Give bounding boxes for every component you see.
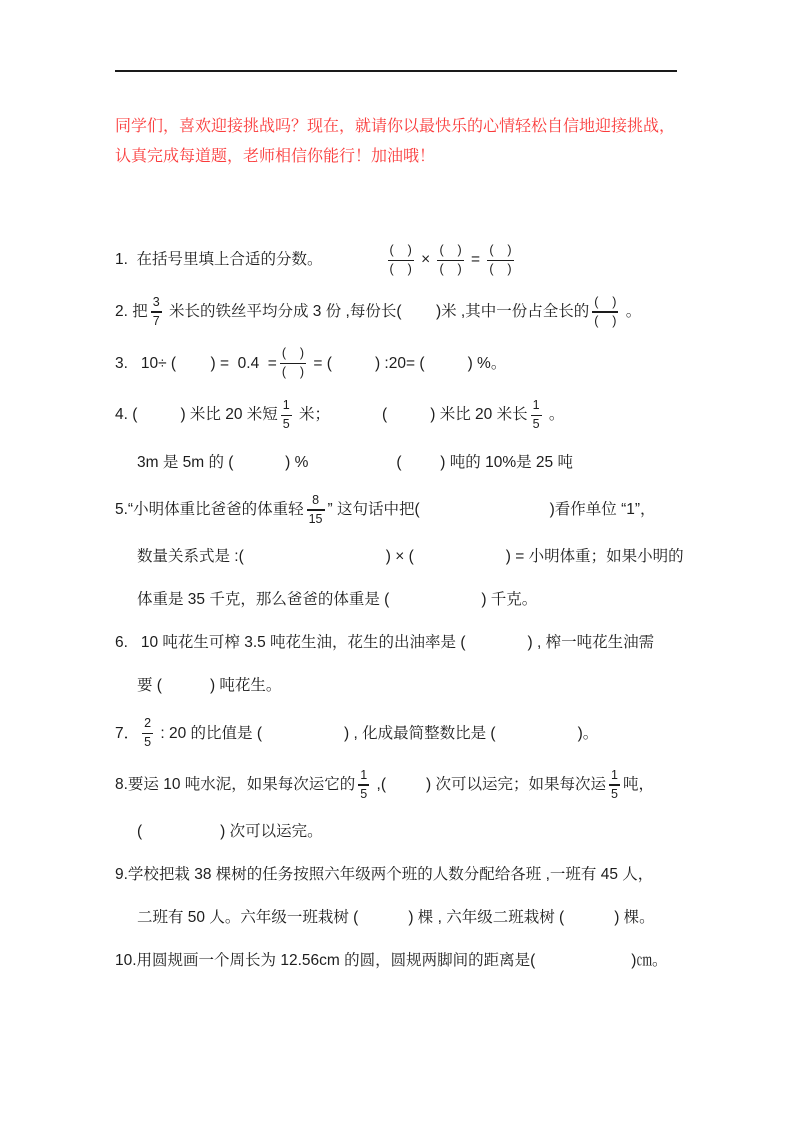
spacer bbox=[162, 686, 210, 687]
spacer bbox=[244, 557, 386, 558]
text-segment: 3m 是 5m 的 ( ) % bbox=[137, 453, 309, 471]
text-segment: 1. 在括号里填上合适的分数。 bbox=[115, 251, 323, 269]
text-segment: ( ) 米比 20 米长 bbox=[382, 406, 528, 424]
fraction-numerator: 3 bbox=[152, 294, 160, 309]
text-segment: 4. ( ) 米比 20 米短 bbox=[115, 406, 278, 424]
text-segment: = ( ) :20= ( ) %。 bbox=[309, 354, 507, 372]
text-segment: ) × ( bbox=[385, 548, 414, 566]
question-2 bbox=[115, 295, 695, 330]
spacer bbox=[262, 733, 344, 734]
fraction bbox=[388, 243, 414, 278]
text-segment: ” 这句话中把( bbox=[327, 500, 420, 518]
question-9-line1 bbox=[115, 862, 695, 888]
questions-container bbox=[115, 243, 695, 991]
fraction bbox=[280, 346, 306, 381]
text-segment: 6. 10 吨花生可榨 3.5 吨花生油，花生的出油率是 ( bbox=[115, 634, 466, 652]
spacer bbox=[564, 918, 614, 919]
text-segment: ) 棵 , 六年级二班栽树 ( bbox=[408, 909, 565, 927]
fraction bbox=[151, 295, 162, 330]
fraction-numerator: 1 bbox=[532, 397, 540, 412]
text-segment: 吨， bbox=[622, 776, 654, 794]
fraction-bar bbox=[151, 311, 162, 312]
text-segment: 10.用圆规画一个周长为 12.56cm 的圆，圆规两脚间的距离是( bbox=[115, 952, 536, 970]
fraction-bar bbox=[142, 733, 153, 734]
fraction-denominator: 5 bbox=[611, 786, 618, 801]
fraction bbox=[358, 768, 369, 803]
fraction-denominator: 5 bbox=[532, 416, 540, 431]
fraction bbox=[592, 295, 618, 330]
question-8-line2 bbox=[115, 819, 695, 845]
spacer bbox=[420, 509, 550, 510]
spacer bbox=[323, 260, 385, 261]
spacer bbox=[496, 733, 578, 734]
question-4 bbox=[115, 398, 695, 433]
spacer bbox=[414, 557, 506, 558]
text-segment: ) 次可以运完；如果每次运 bbox=[426, 776, 607, 794]
fraction bbox=[142, 716, 153, 751]
fraction-bar bbox=[437, 260, 463, 261]
fraction-denominator: 7 bbox=[152, 313, 160, 328]
text-segment: 数量关系式是 :( bbox=[137, 548, 244, 566]
fraction-denominator: 15 bbox=[308, 511, 323, 526]
fraction-denominator: ( ) bbox=[281, 365, 305, 380]
question-8-line1 bbox=[115, 768, 695, 803]
text-segment: )。 bbox=[577, 724, 599, 742]
text-segment: ) 次可以运完。 bbox=[220, 823, 323, 841]
fraction-numerator: ( ) bbox=[439, 243, 462, 257]
text-segment: 7． bbox=[115, 724, 140, 742]
fraction-numerator: 2 bbox=[144, 716, 152, 731]
fraction-numerator: 1 bbox=[611, 767, 618, 782]
fraction-denominator: ( ) bbox=[594, 313, 617, 328]
fraction-denominator: ( ) bbox=[489, 262, 512, 277]
question-5-line1 bbox=[115, 493, 695, 528]
spacer bbox=[330, 415, 382, 416]
text-segment: ) 千克。 bbox=[481, 591, 538, 609]
text-segment: 5.“小明体重比爸爸的体重轻 bbox=[115, 500, 304, 518]
text-segment: 2. 把 bbox=[115, 302, 148, 320]
question-10 bbox=[115, 948, 695, 974]
fraction-denominator: 5 bbox=[144, 735, 152, 750]
spacer bbox=[466, 643, 528, 644]
text-segment: 8.要运 10 吨水泥，如果每次运它的 bbox=[115, 776, 356, 794]
fraction-denominator: ( ) bbox=[389, 262, 412, 277]
fraction-numerator: 1 bbox=[360, 767, 368, 782]
text-segment: )看作单位 “1”， bbox=[549, 500, 656, 518]
fraction-denominator: 5 bbox=[282, 416, 290, 431]
text-segment: 。 bbox=[544, 406, 565, 424]
fraction-numerator: 1 bbox=[282, 397, 290, 412]
fraction-bar bbox=[531, 415, 542, 416]
question-6-line2 bbox=[115, 673, 695, 699]
fraction-numerator: 8 bbox=[312, 492, 320, 507]
fraction-denominator: ( ) bbox=[439, 262, 462, 277]
fraction-bar bbox=[280, 363, 306, 364]
fraction-numerator: ( ) bbox=[389, 243, 412, 257]
fraction-bar bbox=[609, 784, 620, 785]
fraction-bar bbox=[358, 784, 369, 785]
text-segment: )㎝。 bbox=[631, 952, 668, 970]
text-segment: ( bbox=[137, 823, 143, 841]
text-segment: 3. 10÷ ( ) = 0.4 = bbox=[115, 354, 277, 372]
fraction bbox=[281, 398, 292, 433]
text-segment: 9.学校把栽 38 棵树的任务按照六年级两个班的人数分配给各班 ,一班有 45 人， bbox=[115, 866, 654, 884]
fraction-bar bbox=[388, 260, 414, 261]
question-3 bbox=[115, 346, 695, 381]
fraction-bar bbox=[487, 260, 513, 261]
text-segment: 米； bbox=[294, 406, 331, 424]
question-1 bbox=[115, 243, 695, 278]
text-segment: 要 ( bbox=[137, 677, 162, 695]
spacer bbox=[358, 918, 408, 919]
fraction-numerator: ( ) bbox=[281, 346, 305, 361]
text-segment: ( ) 吨的 10%是 25 吨 bbox=[396, 453, 573, 471]
text-segment: ) = 小明体重；如果小明的 bbox=[505, 548, 684, 566]
text-segment: 。 bbox=[621, 302, 642, 320]
spacer bbox=[389, 600, 481, 601]
fraction bbox=[609, 768, 620, 803]
fraction-numerator: ( ) bbox=[594, 294, 617, 309]
question-5-line3 bbox=[115, 587, 695, 613]
question-9-line2 bbox=[115, 905, 695, 931]
fraction-numerator: ( ) bbox=[489, 243, 512, 257]
fraction-bar bbox=[281, 415, 292, 416]
fraction-denominator: 5 bbox=[360, 786, 368, 801]
fraction bbox=[531, 398, 542, 433]
spacer bbox=[142, 832, 220, 833]
fraction bbox=[307, 493, 325, 528]
spacer bbox=[535, 961, 631, 962]
spacer bbox=[386, 785, 426, 786]
text-segment: 米长的铁丝平均分成 3 份 ,每份长( )米 ,其中一份占全长的 bbox=[164, 302, 590, 320]
text-segment: = bbox=[466, 251, 485, 269]
question-4-percent-line bbox=[115, 450, 695, 476]
intro-text: 同学们，喜欢迎接挑战吗？现在，就请你以最快乐的心情轻松自信地迎接挑战，认真完成每道题，老师相信你能行！加油哦！ bbox=[115, 118, 676, 165]
question-7 bbox=[115, 716, 695, 751]
fraction-bar bbox=[307, 509, 325, 510]
text-segment: ) 棵。 bbox=[614, 909, 655, 927]
fraction bbox=[487, 243, 513, 278]
text-segment: ) , 化成最简整数比是 ( bbox=[344, 724, 496, 742]
question-6-line1 bbox=[115, 630, 695, 656]
fraction-bar bbox=[592, 311, 618, 312]
header-rule bbox=[115, 70, 677, 72]
text-segment: ) 吨花生。 bbox=[209, 677, 282, 695]
fraction bbox=[437, 243, 463, 278]
spacer bbox=[308, 462, 396, 463]
question-5-line2 bbox=[115, 544, 695, 570]
text-segment: ) , 榨一吨花生油需 bbox=[527, 634, 655, 652]
text-segment: × bbox=[416, 251, 435, 269]
text-segment: 二班有 50 人。六年级一班栽树 ( bbox=[137, 909, 359, 927]
text-segment: 体重是 35 千克，那么爸爸的体重是 ( bbox=[137, 591, 390, 609]
text-segment: : 20 的比值是 ( bbox=[156, 724, 263, 742]
text-segment: ,( bbox=[372, 776, 387, 794]
